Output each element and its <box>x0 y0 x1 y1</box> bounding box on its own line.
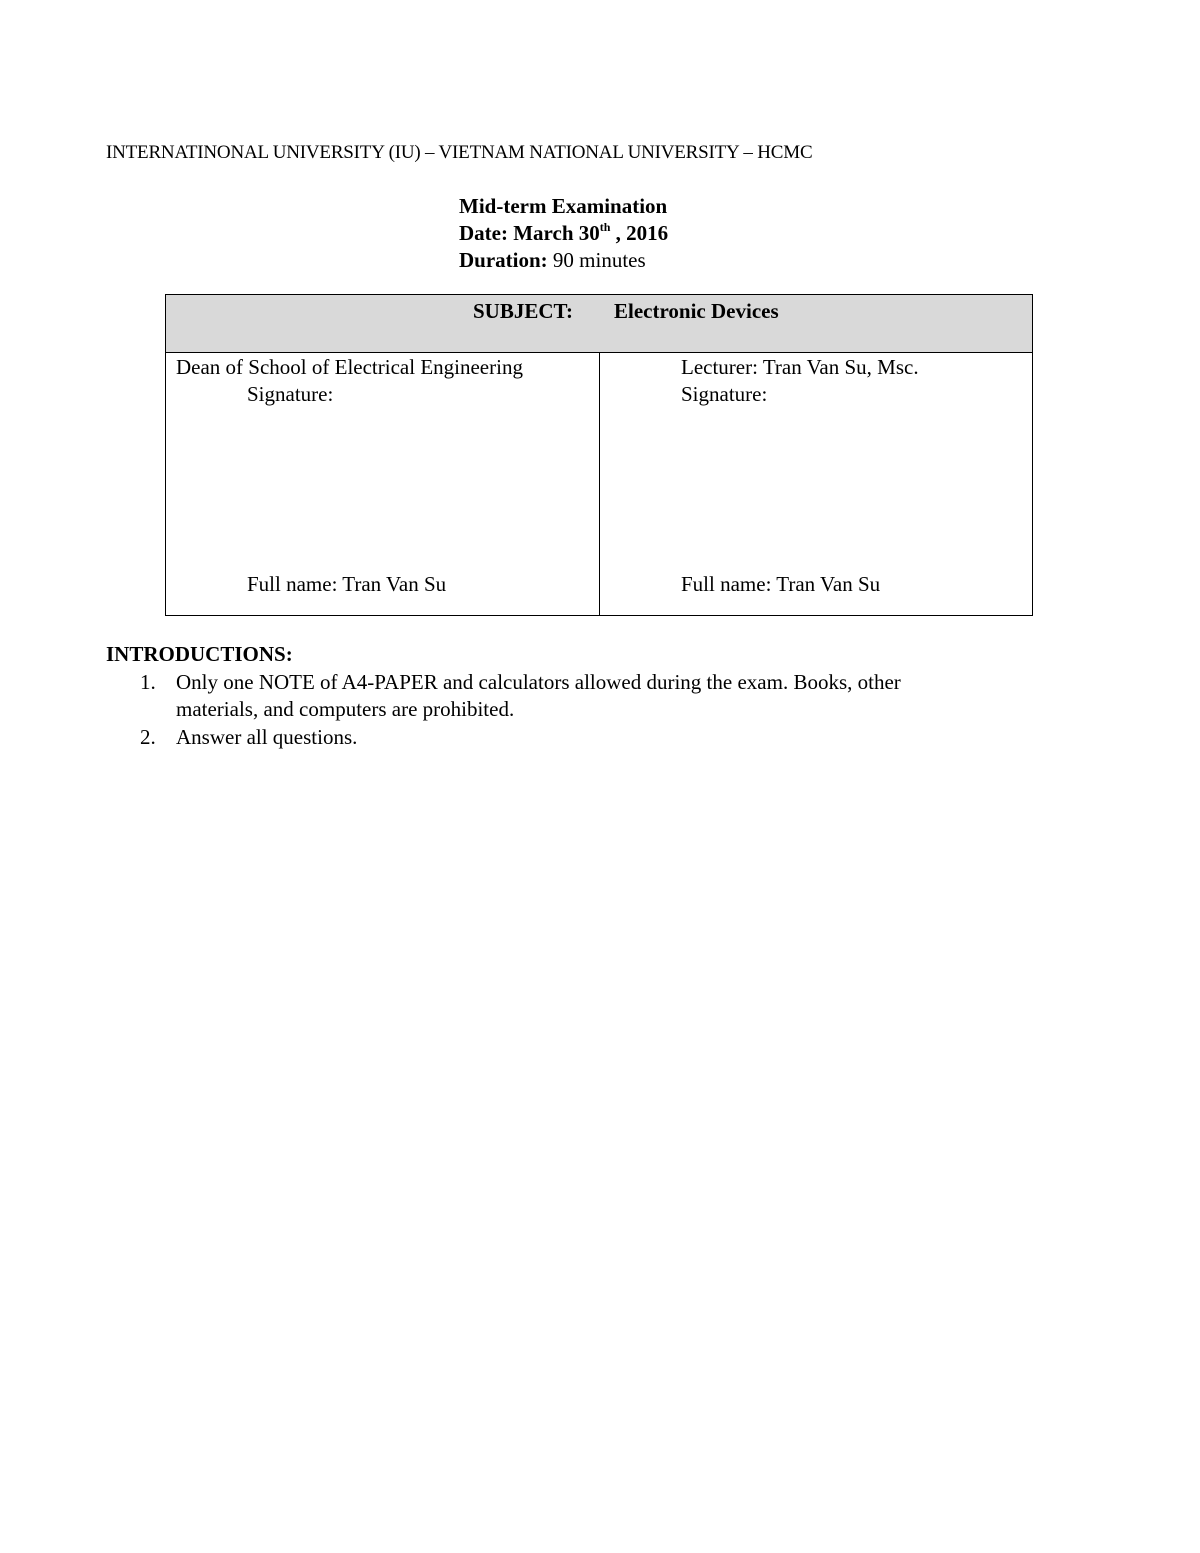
subject-label: SUBJECT: <box>473 299 573 323</box>
lecturer-title: Lecturer: Tran Van Su, Msc. <box>681 355 919 379</box>
introductions-list <box>140 669 1020 752</box>
lecturer-signature-cell <box>600 353 1032 615</box>
list-item-text-line: Answer all questions. <box>176 725 358 749</box>
exam-title-line <box>459 193 668 220</box>
exam-title: Mid-term Examination <box>459 194 668 218</box>
list-item-text-line: materials, and computers are prohibited. <box>176 697 515 721</box>
dean-signature-cell <box>166 353 600 615</box>
dean-signature-label: Signature: <box>247 382 334 406</box>
dean-title: Dean of School of Electrical Engineering <box>176 355 523 379</box>
subject-row <box>166 295 1032 353</box>
exam-date-suffix: th <box>599 220 611 234</box>
dean-full-name: Full name: Tran Van Su <box>247 572 447 596</box>
list-item <box>140 669 1020 723</box>
exam-info-block <box>459 193 668 274</box>
list-item <box>140 724 1020 751</box>
lecturer-signature-label: Signature: <box>681 382 768 406</box>
introductions-title: INTRODUCTIONS: <box>106 642 293 666</box>
exam-duration-line <box>459 247 668 274</box>
subject-value: Electronic Devices <box>614 299 779 323</box>
exam-date-year: , 2016 <box>610 221 669 245</box>
list-item-text-line: Only one NOTE of A4-PAPER and calculators allowed during the exam. Books, other <box>176 670 901 694</box>
university-header: INTERNATINONAL UNIVERSITY (IU) – VIETNAM NATIONAL UNIVERSITY – HCMC <box>106 142 813 163</box>
list-item-number: 1. <box>140 670 156 694</box>
signature-table <box>165 294 1033 616</box>
list-item-number: 2. <box>140 725 156 749</box>
lecturer-full-name: Full name: Tran Van Su <box>681 572 881 596</box>
exam-date-value: March 30 <box>513 221 600 245</box>
exam-date-line <box>459 220 668 247</box>
exam-date-label: Date: <box>459 221 508 245</box>
exam-duration-value: 90 minutes <box>547 248 646 272</box>
exam-duration-label: Duration: <box>459 248 548 272</box>
